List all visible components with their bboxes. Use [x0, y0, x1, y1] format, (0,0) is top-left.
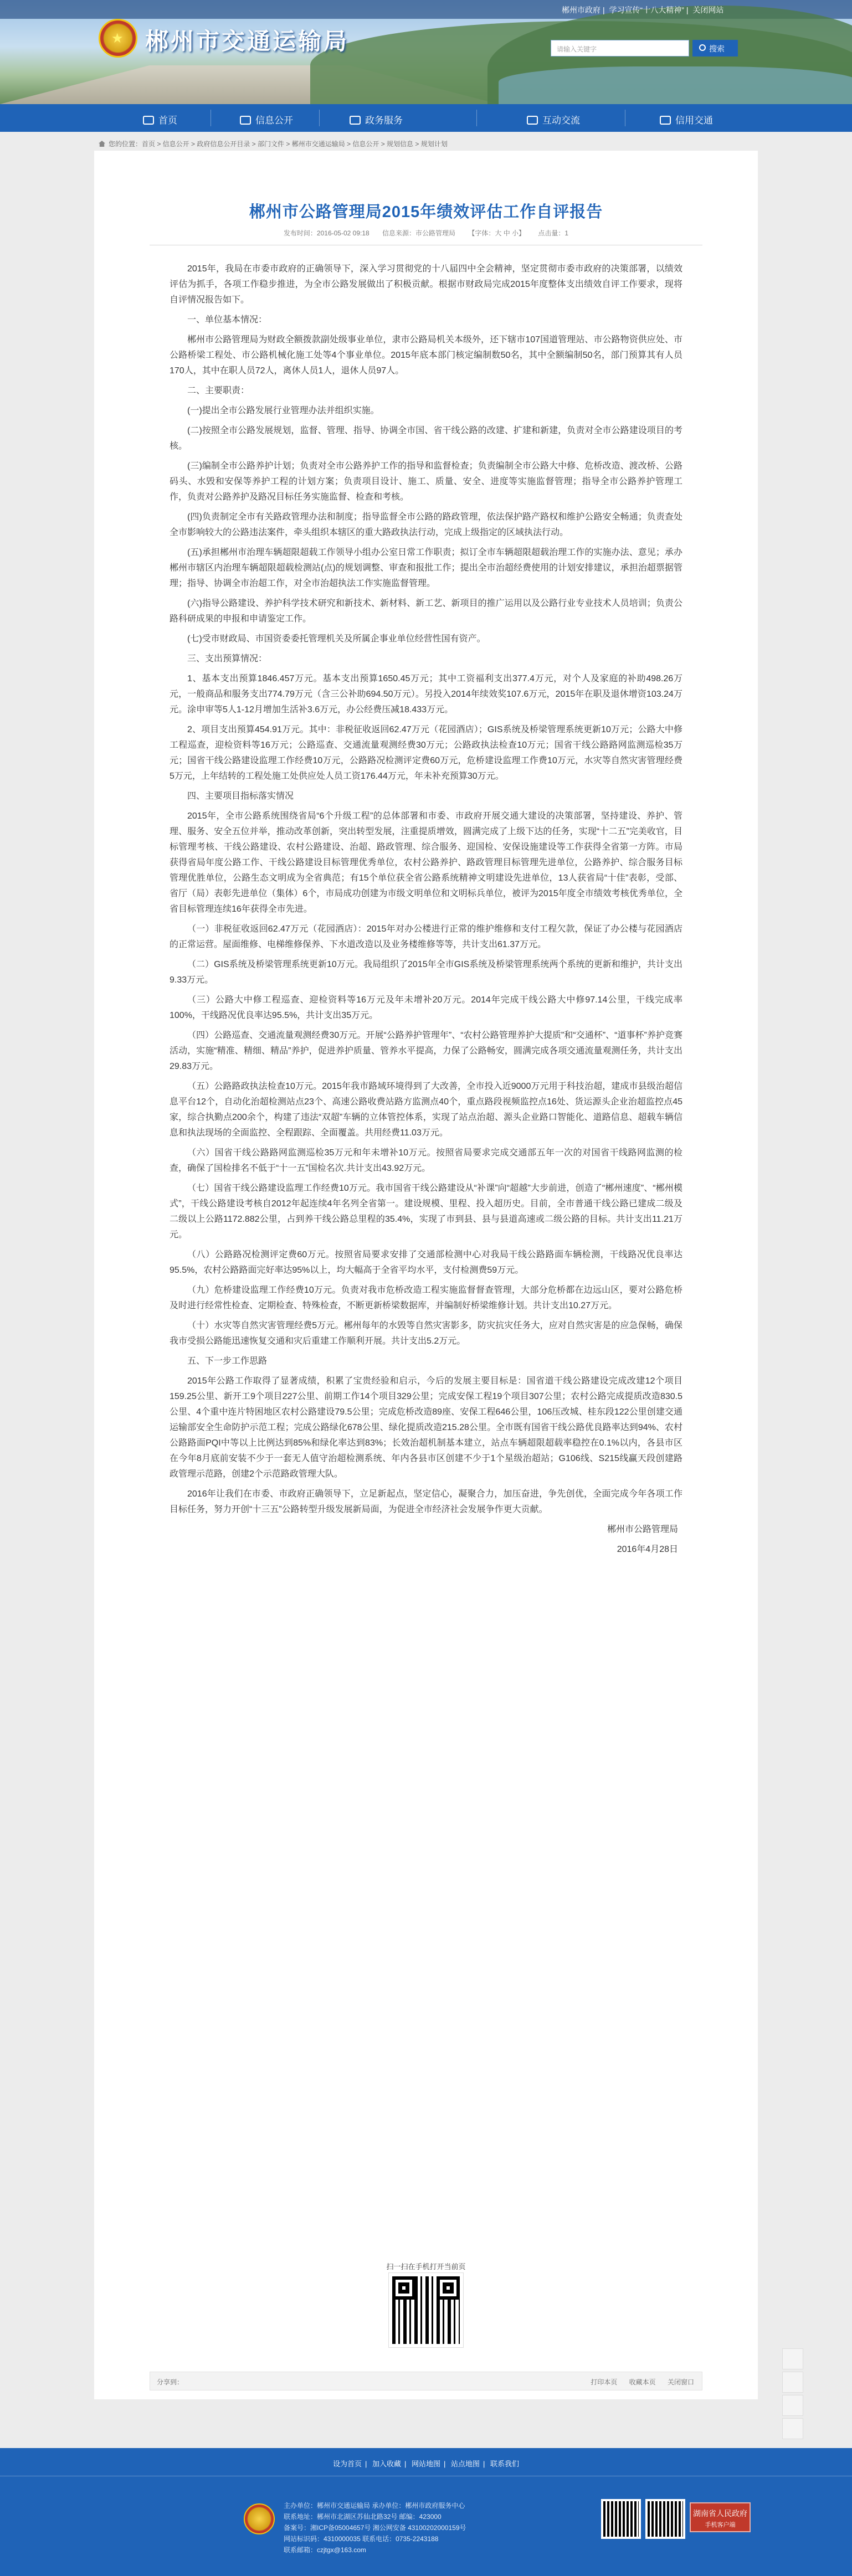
paragraph: 2、项目支出预算454.91万元。其中：非税征收返回62.47万元（花园酒店）；GIS系统及桥梁管理系统更新10万元；公路大中修工程巡查，迎检资料等16万元；公路巡查、交通流量观测经费30万元；公路政执法检查10万元；国省干线公路路网监测巡检35万元；国省干线公路建设监理工作经费10万元，公路路况检测评定费60万元，危桥建设监理工作费10万元，水灾等自然灾害管理经费5万元，上年结转的工程处施工处供应处人员工资176.44万元，年未补充预算30万元。	[170, 725, 682, 781]
search-button[interactable]	[692, 40, 738, 56]
publish-time: 发布时间：2016-05-02 09:18	[283, 229, 369, 237]
share-label[interactable]: 分享到：	[157, 2378, 184, 2386]
nav-item-credit[interactable]	[637, 104, 736, 132]
view-count: 点击量：1	[538, 229, 569, 237]
print-button[interactable]: 打印本页	[591, 2378, 618, 2386]
footer-link[interactable]: 站点地图	[451, 2460, 480, 2468]
signature-date: 2016年4月28日	[617, 1545, 678, 1554]
paragraph: （八）公路路况检测评定费60万元。按照省局要求安排了交通部检测中心对我局干线公路路面车辆检测，干线路况优良率达95.5%，农村公路路面完好率达95%以上，均大幅高于全省平均水平，支付检测费59万元。	[170, 1250, 682, 1275]
badge-title: 湖南省人民政府	[693, 2509, 747, 2518]
document-icon	[240, 116, 251, 125]
nav-item-interact[interactable]	[504, 104, 603, 132]
signature: 郴州市公路管理局	[607, 1525, 678, 1534]
paragraph: （一）非税征收返回62.47万元（花园酒店）：2015年对办公楼进行正常的维护维修和支付工程欠款，保证了办公楼与花园酒店的正常运营。屋面维修、电梯维修保养、下水道改造以及业务楼维修等等，共计支出61.37万元。	[170, 924, 682, 949]
back-to-top-icon[interactable]	[782, 2418, 803, 2439]
credit-icon	[660, 116, 671, 125]
share-float-icon[interactable]	[782, 2395, 803, 2416]
paragraph: 2015年，全市公路系统围绕省局“6个升级工程”的总体部署和市委、市政府开展交通大建设的决策部署，坚持建设、养护、管理、服务、安全五位并举，推动改革创新，突出转型发展，注重提质增效，圆满完成了上级下达的任务，实现“十二五”完美收官，目标管理考核、干线公路建设、农村公路建设、治超、路政管理、综合服务、迎国检、安保设施建设等工作获得全省第一方阵。市局获得省局年度公路工作、干线公路建设目标管理优秀单位，农村公路养护、路政管理目标管理先进单位，公路养护、综合服务目标管理优胜单位，公路生态文明成为全省典范；有15个单位获全省公路系统精神文明建设先进单位，13人获省局“十佳”表彰，受部、省厅（局）表彰先进单位（集体）6个，市局成功创建为市级文明单位和文明标兵单位，被评为2015年度全市绩效考核优秀单位，全省目标管理连续16年获得全市先进。	[170, 811, 682, 914]
main-nav	[0, 104, 852, 132]
footer-info-line: 网站标识码：4310000035 联系电话：0735-2243188	[284, 2535, 439, 2543]
paragraph: （五）公路路政执法检查10万元。2015年我市路域环境得到了大改善，全市投入近9000万元用于科技治超，建成市县级治超信息平台12个，自动化治超检测站点23个、高速公路收费站路方监测点40个，重点路段视频监控点16处、货运源头企业治超监控点45家，综合执勤点200余个，构建了违法“双超”车辆的立体管控体系，实现了站点治超、源头企业路口智能化、道路信息、超载车辆信息和执法现场的全面监控、全程跟踪、全面覆盖。共用经费11.03万元。	[170, 1082, 682, 1138]
qr-label: 扫一扫在手机打开当前页	[386, 2263, 466, 2271]
footer-qr-code-2	[645, 2499, 685, 2539]
paragraph: 2015年公路工作取得了显著成绩，积累了宝贵经验和启示，今后的发展主要目标是：国省道干线公路建设完成改建12个项目159.25公里、新开工9个项目227公里、前期工作14个项目329公里；完成安保工程19个项目307公里；农村公路完成提质改造830.5公里、4个重中连片特困地区农村公路建设79.5公里；完成危桥改造89座、安保工程646公里，106压改城、桂东段122公里创建交通运输部安全生命防护示范工程；完成公路绿化678公里、绿化提质改造215.28公里。全市既有国省干线公路优良路率达到94%、农村公路路面PQI中等以上比例达到85%和绿化率达到83%；长效治超机制基本建立，站点车辆超限超载率稳控在0.1%以内，各县市区在今年8月底前安装不少于一套无人值守治超检测系统、年内各县市区创建不少于1个星级治超站；G106线、S215线赢天段创建路政管理示范路，创建2个示范路政管理大队。	[170, 1376, 682, 1479]
font-size-control[interactable]: 【字体：大 中 小】	[468, 229, 526, 237]
qr-code-image	[389, 2273, 463, 2347]
site-header	[0, 0, 852, 104]
paragraph: 郴州市公路管理局为财政全额拨款副处级事业单位，隶市公路局机关本级外，还下辖市107国道管理站、市公路物资供应处、市公路桥梁工程处、市公路机械化施工处等4个事业单位。2015年底本部门核定编制数50名，其中全额编制50名，部门预算其有人员170人，其中在职人员72人，离休人员1人，退休人员97人。	[170, 335, 682, 376]
info-source: 信息来源：市公路管理局	[382, 229, 456, 237]
paragraph: （九）危桥建设监理工作经费10万元。负责对我市危桥改造工程实施监督督查管理，大部分危桥都在边远山区，要对公路危桥及时进行经常性检查、定期检查、特殊检查，不断更新桥梁数据库，并编制好桥梁维修计划。共计支出10.27万元。	[170, 1286, 682, 1310]
paragraph: (七)受市财政局、市国资委委托管理机关及所属企事业单位经营性国有资产。	[187, 634, 486, 644]
paragraph: (五)承担郴州市治理车辆超限超载工作领导小组办公室日常工作职责；拟订全市车辆超限超载治理工作的实施办法、意见；承办郴州市辖区内治理车辆超限超载检测站(点)的规划调整、审查和报批工作；提出全市治超经费使用的计划安排建议，承担治超票据管理；指导、协调全市治超工作，对全市治超执法工作实施监督管理。	[170, 548, 682, 588]
paragraph: （四）公路巡查、交通流量观测经费30万元。开展“公路养护管理年”、“农村公路管理养护大提质”和“交通杯”、“道事杯”养护竞赛活动，实施“精准、精细、精品”养护，促进养护质量、管养水平提高，力保了公路畅安，圆满完成各项交通流量观测任务，共计支出29.83万元。	[170, 1031, 682, 1071]
weibo-float-icon[interactable]	[782, 2372, 803, 2393]
top-links: 郴州市政府 | 学习宣传“十八大精神” | 关闭网站	[560, 4, 726, 16]
footer-info	[284, 2500, 466, 2556]
home-icon	[99, 141, 105, 147]
nav-item-service[interactable]	[327, 104, 425, 132]
breadcrumb	[99, 135, 752, 151]
favorite-button[interactable]: 收藏本页	[629, 2378, 656, 2386]
service-icon	[350, 116, 361, 125]
search-icon	[699, 44, 706, 51]
site-footer	[0, 2448, 852, 2576]
search-button-label: 搜索	[709, 44, 725, 53]
paragraph: 五、下一步工作思路	[187, 1356, 268, 1366]
top-link-close[interactable]: 关闭网站	[692, 6, 724, 14]
paragraph: (四)负责制定全市有关路政管理办法和制度；指导监督全市公路的路政管理，依法保护路产路权和维护公路安全畅通；负责查处全市影响较大的公路违法案件，牵头组织本辖区的重大路政执法行动，完成上级指定的区域执法行动。	[170, 512, 682, 537]
paragraph: (六)指导公路建设、养护科学技术研究和新技术、新材料、新工艺、新项目的推广运用以及公路行业专业技术人员培训；负责公路科研成果的申报和申请鉴定工作。	[170, 599, 682, 624]
top-link-gov[interactable]: 郴州市政府	[562, 6, 600, 14]
search-input[interactable]: 请输入关键字	[551, 40, 689, 56]
site-title: 郴州市交通运输局	[145, 28, 350, 54]
paragraph: （二）GIS系统及桥梁管理系统更新10万元。我局组织了2015年全市GIS系统及桥梁管理系统两个系统的更新和维护，共计支出9.33万元。	[170, 960, 682, 985]
footer-links: 设为首页 | 加入收藏 | 网站地图 | 站点地图 | 联系我们	[332, 2460, 520, 2468]
footer-link[interactable]: 设为首页	[332, 2460, 362, 2468]
footer-link[interactable]: 联系我们	[490, 2460, 520, 2468]
paragraph: 一、单位基本情况：	[187, 315, 268, 325]
footer-info-line: 联系邮箱：czjtgx@163.com	[284, 2546, 366, 2554]
footer-qr-code-1	[601, 2499, 641, 2539]
paragraph: 1、基本支出预算1846.457万元。基本支出预算1650.45万元；其中工资福利支出377.4万元，对个人及家庭的补助498.26万元，一般商品和服务支出774.79万元（含三公补助694.50万元）。另投入2014年续效奖107.6万元，2015年在职及退休增资103.24万元。涂申审等5人1-12月增加生活补3.6万元，办公经费压减18.433万元。	[170, 674, 682, 714]
national-emblem-icon: ★	[99, 19, 137, 58]
paragraph: 三、支出预算情况：	[187, 654, 268, 664]
paragraph: (三)编制全市公路养护计划；负责对全市公路养护工作的指导和监督检查；负责编制全市公路大中修、危桥改造、渡改桥、公路码头、水毁和安保等养护工程的计划方案；负责项目设计、施工、质量、安全、进度等实施监督管理；指导全市公路养护管理工作，负责对公路养护及路况目标任务实施监督、检查和考核。	[170, 461, 682, 502]
nav-divider	[476, 110, 477, 126]
paragraph: 四、主要项目指标落实情况	[187, 791, 294, 801]
nav-label: 首页	[158, 115, 177, 126]
nav-label: 政务服务	[365, 115, 403, 126]
nav-divider	[319, 110, 320, 126]
paragraph: （三）公路大中修工程巡查、迎检资料等16万元及年未增补20万元。2014年完成干线公路大中修97.14公里，干线完成率100%，干线路况优良率达95.5%，共计支出35万元。	[170, 995, 682, 1020]
paragraph: （七）国省干线公路建设监理工作经费10万元。我市国省干线公路建设从“补课”向“超越”大步前进，创造了“郴州速度”、“郴州模式”，干线公路建设考核自2012年起连续4年名列全省第一。建设规模、里程、投入超历史。目前，全市普通干线公路已建成二级及二级以上公路1172.882公里，占到养干线公路总里程的35.4%，实现了市到县、县与县道高速或二级公路的目标。共计支出11.21万元。	[170, 1184, 682, 1240]
footer-link[interactable]: 网站地图	[411, 2460, 440, 2468]
gov-app-badge[interactable]	[690, 2502, 751, 2532]
nav-item-home[interactable]	[111, 104, 209, 132]
article-body	[170, 261, 682, 1562]
nav-item-info[interactable]	[217, 104, 316, 132]
close-window-button[interactable]: 关闭窗口	[667, 2378, 694, 2386]
article-card	[94, 151, 758, 2399]
footer-link[interactable]: 加入收藏	[372, 2460, 401, 2468]
paragraph: （六）国省干线公路路网监测巡检35万元和年未增补10万元。按照省局要求完成交通部五年一次的对国省干线路网监测的检查，确保了国检排名不低于“十一五”国检名次.共计支出43.92万元。	[170, 1148, 682, 1173]
paragraph: (一)提出全市公路发展行业管理办法并组织实施。	[187, 406, 379, 415]
footer-emblem-icon	[244, 2503, 275, 2534]
paragraph: 二、主要职责：	[187, 386, 250, 395]
tool-links	[581, 2377, 694, 2387]
nav-label: 信用交通	[675, 115, 713, 126]
header-lake-image	[499, 66, 852, 104]
article-title: 郴州市公路管理局2015年绩效评估工作自评报告	[249, 203, 603, 221]
footer-info-line: 主办单位：郴州市交通运输局 承办单位：郴州市政府服务中心	[284, 2502, 465, 2510]
paragraph: (二)按照全市公路发展规划，监督、管理、指导、协调全市国、省干线公路的改建、扩建和新建，负责对全市公路建设项目的考核。	[170, 426, 682, 451]
home-icon	[143, 116, 154, 125]
chat-icon	[527, 116, 538, 125]
paragraph: （十）水灾等自然灾害管理经费5万元。郴州每年的水毁等自然灾害影多，防灾抗灾任务大，应对自然灾害是的应急保畅，确保我市受损公路能迅速恢复交通和灾后重建工作顺利开展。共计支出5.2万元。	[170, 1321, 682, 1346]
wechat-float-icon[interactable]	[782, 2348, 803, 2369]
footer-info-line: 联系地址：郴州市北湖区苏仙北路32号 邮编：423000	[284, 2513, 442, 2521]
nav-label: 互动交流	[542, 115, 580, 126]
paragraph: 2015年，我局在市委市政府的正确领导下，深入学习贯彻党的十八届四中全会精神，坚定贯彻市委市政府的决策部署，以绩效评估为抓手，各项工作稳步推进，为全市公路发展做出了积极贡献。根据市财政局完成2015年度整体支出绩效自评工作要求，现将自评情况报告如下。	[170, 264, 682, 305]
breadcrumb-text[interactable]: 您的位置：首页 > 信息公开 > 政府信息公开目录 > 部门文件 > 郴州市交通运输局 > 信息公开 > 规划信息 > 规划计划	[109, 140, 448, 148]
article-tools	[150, 2372, 702, 2390]
badge-subtitle: 手机客户端	[705, 2522, 736, 2528]
footer-info-line: 备案号：湘ICP备05004657号 湘公网安备 43100202000159号	[284, 2524, 466, 2532]
paragraph: 2016年让我们在市委、市政府正确领导下，立足新起点，坚定信心，凝聚合力，加压奋进，争先创优，全面完成今年各项工作目标任务，努力开创“十三五”公路转型升级发展新局面，为促进全市经济社会发展争作更大贡献。	[170, 1489, 682, 1514]
article-meta	[94, 228, 758, 238]
top-link-study[interactable]: 学习宣传“十八大精神”	[609, 6, 684, 14]
nav-label: 信息公开	[255, 115, 293, 126]
